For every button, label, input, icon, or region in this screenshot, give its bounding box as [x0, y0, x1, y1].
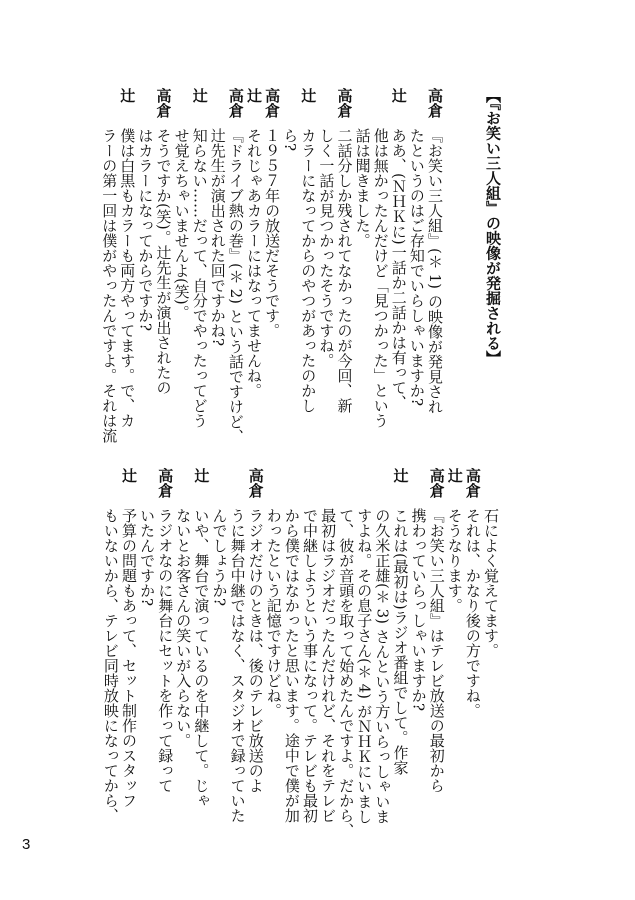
text-column: 予算の問題もあって、セット制作のスタッフ: [120, 508, 138, 808]
speaker-label: 辻: [445, 468, 464, 483]
speaker-label: 高倉: [463, 468, 482, 498]
speaker-label: 高倉: [427, 468, 446, 498]
text-column: しく一話が見つかったそうですね。: [317, 128, 336, 368]
speaker-label: 辻: [299, 88, 318, 103]
speaker-label: 辻: [192, 468, 211, 483]
speaker-label: 高倉: [156, 468, 175, 498]
text-column: カラーになってからのやつがあったのかし: [299, 128, 318, 413]
speaker-label: 高倉: [154, 88, 173, 118]
text-column: 携わっていらっしゃいますか?: [409, 508, 428, 712]
speaker-label: 高倉: [246, 468, 265, 498]
speaker-label: 辻: [190, 88, 209, 103]
text-column: 知らない……だって、自分でやったってどう: [190, 128, 209, 428]
text-column: から僕ではなかったと思います。途中で僕が加: [282, 508, 301, 823]
text-column: うに舞台中継ではなく、スタジオで録っていた: [228, 508, 247, 823]
speaker-label: 高倉: [335, 88, 354, 118]
text-column: 二話分しか残されてなかったのが今回、新: [335, 128, 354, 413]
text-column: わったという記憶ですけどね。: [264, 508, 283, 718]
text-column: ないとお客さんの笑いが入らない。: [174, 508, 193, 748]
text-column: 話は聞きました。: [353, 128, 372, 248]
text-column: ラジオだけのときは、後のテレビ放送のよ: [246, 508, 265, 793]
text-column: ああ、(ＮＨＫに)一話か二話かは有って、: [389, 128, 408, 410]
speaker-label: 辻: [389, 88, 408, 103]
text-column: ラジオなのに舞台にセットを作って録って: [156, 508, 175, 793]
text-column: それじゃあカラーにはなってませんね。: [245, 128, 263, 398]
text-column: せ覚えちゃいませんよ(笑)。: [172, 128, 191, 320]
text-column: たというのはご存知でいらしゃいますか?: [407, 128, 426, 407]
text-column: すよね。その息子さん(＊ 4) がＮＨＫにいまし: [355, 508, 374, 824]
text-column: いたんですか?: [138, 508, 157, 607]
text-column: １９５７年の放送だそうです。: [263, 128, 282, 338]
text-column: の久米正雄(＊ 3) さんという方いらっしゃいま: [373, 508, 392, 824]
text-column: 石によく覚えてます。: [482, 508, 500, 658]
speaker-label: 高倉: [226, 88, 245, 118]
text-column: 『お笑い三人組』(＊ 1) の映像が発見され: [426, 128, 444, 414]
text-column: それは、かなり後の方ですね。: [463, 508, 482, 718]
section-title: 【『お笑い三人組』の映像が発掘される】: [484, 88, 502, 366]
speaker-label: 辻: [245, 88, 263, 103]
speaker-label: 辻: [391, 468, 410, 483]
text-column: 辻先生が演出された回ですかね?: [208, 128, 227, 347]
text-column: んでしょうか?: [210, 508, 229, 607]
text-column: そうですか(笑)。辻先生が演出されたの: [154, 128, 173, 395]
speaker-label: 辻: [120, 468, 138, 483]
speaker-label: 高倉: [426, 88, 444, 118]
text-column: て、彼が音頭を取って始めたんですよ。だから、: [337, 508, 356, 838]
text-column: ラーの第一回は僕がやったんですよ。それは流: [100, 128, 119, 443]
text-column: 『お笑い三人組』はテレビ放送の最初から: [427, 508, 446, 793]
text-column: ら?: [281, 128, 300, 152]
text-column: これは(最初は)ラジオ番組でして。作家: [391, 508, 410, 775]
text-column: いや、舞台で演っているのを中継して。じゃ: [192, 508, 211, 808]
text-column: そうなります。: [445, 508, 464, 613]
speaker-label: 高倉: [263, 88, 282, 118]
text-column: 僕は白黒もカラーも両方やってます。で、カ: [118, 128, 137, 428]
text-column: もいないから、テレビ同時放映になってから、: [101, 508, 120, 823]
text-column: で中継しようという事になって。テレビも最初: [301, 508, 319, 823]
text-column: 他は無かったんだけど「見つかった」という: [371, 128, 390, 428]
page-number: 3: [22, 836, 31, 853]
text-column: 『ドライブ熱の巻』(＊ 2) という話ですけど、: [226, 128, 245, 444]
text-column: はカラーになってからですか?: [136, 128, 155, 332]
text-column: 最初はラジオだったんだけれど、それをテレビ: [319, 508, 338, 823]
speaker-label: 辻: [118, 88, 137, 103]
